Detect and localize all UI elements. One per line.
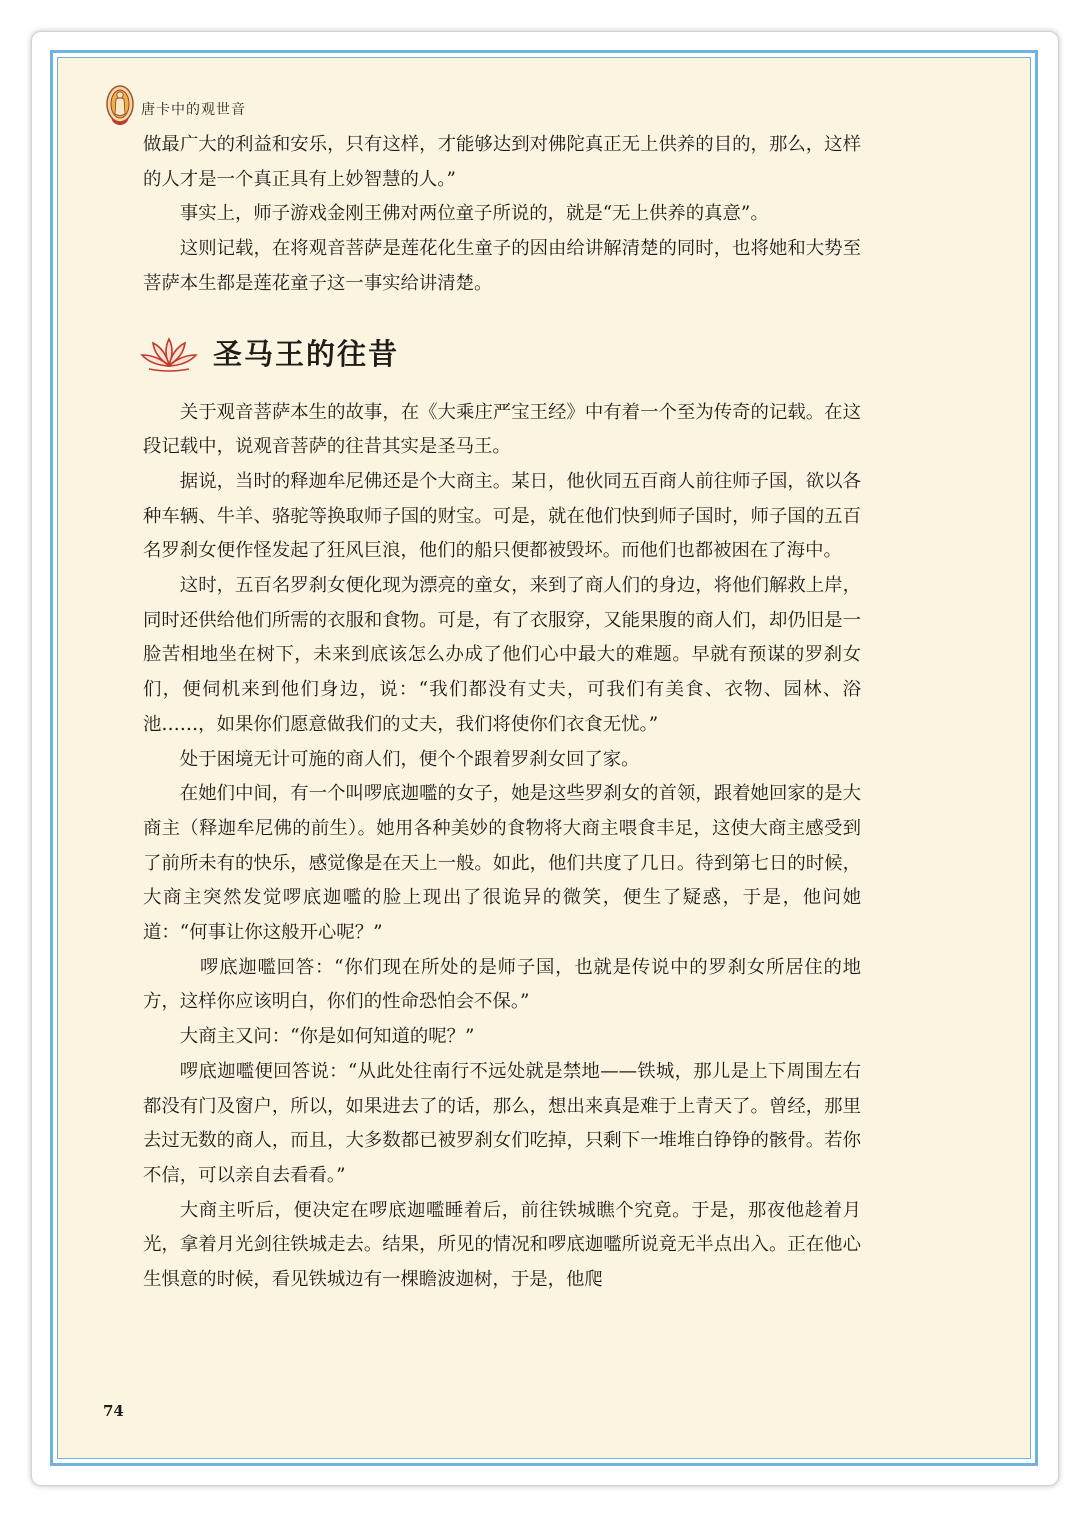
paragraph: 啰底迦嚂便回答说：“从此处往南行不远处就是禁地——铁城，那儿是上下周围左右都没有门及窗户，所以，如果进去了的话，那么，想出来真是难于上青天了。曾经，那里去过无数的商人，而且，大多数都已被罗刹女们吃掉，只剩下一堆堆白铮铮的骸骨。若你不信，可以亲自去看看。” <box>143 1060 861 1186</box>
paragraph: 这时，五百名罗刹女便化现为漂亮的童女，来到了商人们的身边，将他们解救上岸，同时还供给他们所需的衣服和食物。可是，有了衣服穿，又能果腹的商人们，却仍旧是一脸苦相地坐在树下，未来到底该怎么办成了他们心中最大的难题。早就有预谋的罗刹女们，便伺机来到他们身边，说：“我们都没有丈夫，可我们有美食、衣物、园林、浴池……，如果你们愿意做我们的丈夫，我们将使你们衣食无忧。” <box>143 575 861 735</box>
guanyin-emblem-icon <box>105 84 135 128</box>
page-body <box>143 128 861 1298</box>
running-header <box>105 84 246 128</box>
lotus-icon <box>139 333 199 373</box>
paragraph: 啰底迦嚂回答：“你们现在所处的是师子国，也就是传说中的罗刹女所居住的地方，这样你应该明白，你们的性命恐怕会不保。” <box>143 956 861 1013</box>
section-title: 圣马王的往昔 <box>213 337 400 372</box>
paragraph: 做最广大的利益和安乐，只有这样，才能够达到对佛陀真正无上供养的目的，那么，这样的人才是一个真正具有上妙智慧的人。” <box>143 134 861 190</box>
paragraph: 据说，当时的释迦牟尼佛还是个大商主。某日，他伙同五百商人前往师子国，欲以各种车辆、牛羊、骆驼等换取师子国的财宝。可是，就在他们快到师子国时，师子国的五百名罗刹女便作怪发起了狂风巨浪，他们的船只便都被毁坏。而他们也都被困在了海中。 <box>143 470 861 562</box>
paragraph: 处于困境无计可施的商人们，便个个跟着罗刹女回了家。 <box>179 748 640 770</box>
paragraph: 事实上，师子游戏金刚王佛对两位童子所说的，就是“无上供养的真意”。 <box>179 203 769 225</box>
paragraph: 在她们中间，有一个叫啰底迦嚂的女子，她是这些罗刹女的首领，跟着她回家的是大商主（释迦牟尼佛的前生）。她用各种美妙的食物将大商主喂食丰足，这使大商主感受到了前所未有的快乐，感觉像是在天上一般。如此，他们共度了几日。待到第七日的时候，大商主突然发觉啰底迦嚂的脸上现出了很诡异的微笑，便生了疑惑，于是，他问她道：“何事让你这般开心呢？” <box>143 783 861 944</box>
paragraph: 大商主听后，便决定在啰底迦嚂睡着后，前往铁城瞧个究竟。于是，那夜他趁着月光，拿着月光剑往铁城走去。结果，所见的情况和啰底迦嚂所说竟无半点出入。正在他心生惧意的时候，看见铁城边有一棵瞻波迦树，于是，他爬 <box>143 1199 861 1291</box>
paragraph: 这则记载，在将观音菩萨是莲花化生童子的因由给讲解清楚的同时，也将她和大势至菩萨本生都是莲花童子这一事实给讲清楚。 <box>143 238 861 294</box>
paragraph: 关于观音菩萨本生的故事，在《大乘庄严宝王经》中有着一个至为传奇的记载。在这段记载中，说观音菩萨的往昔其实是圣马王。 <box>143 401 861 458</box>
page-number: 74 <box>103 1402 124 1420</box>
section-heading <box>139 328 861 378</box>
header-title: 唐卡中的观世音 <box>141 102 246 118</box>
paragraph: 大商主又问：“你是如何知道的呢？” <box>179 1026 475 1048</box>
